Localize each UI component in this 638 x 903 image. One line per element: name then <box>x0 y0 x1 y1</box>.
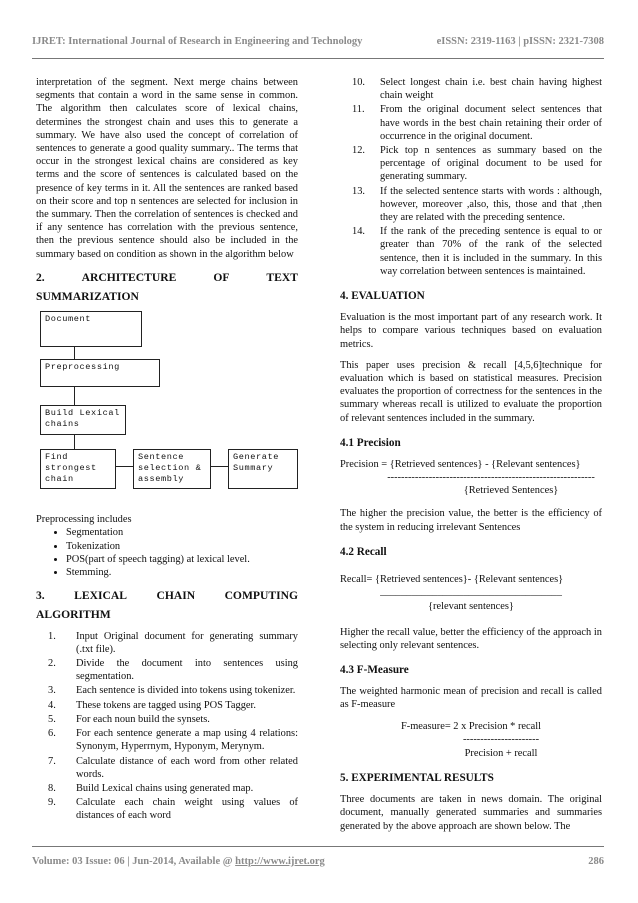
right-column <box>340 76 602 841</box>
section-4-heading: 4. EVALUATION <box>340 290 425 303</box>
section-2-line-2: SUMMARIZATION <box>36 290 139 304</box>
list-item: • POS(part of speech tagging) at lexical level. <box>66 553 298 566</box>
document-box <box>40 311 142 347</box>
sentence-label-2: selection & <box>138 463 202 474</box>
section-3-word-3: COMPUTING <box>224 589 298 603</box>
section-4-1-heading: 4.1 Precision <box>340 436 401 449</box>
connector-line <box>210 466 228 467</box>
preprocessing-list <box>36 526 298 579</box>
precision-paragraph: The higher the precision value, the better is the efficiency of the system in reducing irrelevant Sentences <box>340 508 602 533</box>
step-text: For each noun build the synsets. <box>76 713 210 725</box>
section-3-heading <box>36 589 298 621</box>
step-number: 5. <box>48 713 56 725</box>
list-item <box>352 76 602 102</box>
precision-numerator: Precision = {Retrieved sentences} - {Relevant sentences} <box>340 459 581 471</box>
list-item <box>352 185 602 225</box>
step-text: If the rank of the preceding sentence is equal to or greater than 70% of the rank of the selected sentence, then it is included in the summary. In this way correlation between sentences is maintained. <box>380 226 602 277</box>
find-label-2: strongest <box>45 463 97 474</box>
build-lexical-label-2: chains <box>45 419 80 430</box>
find-label-3: chain <box>45 474 74 485</box>
fmeasure-denominator: Precision + recall <box>464 747 538 759</box>
section-5-heading: 5. EXPERIMENTAL RESULTS <box>340 771 494 784</box>
intro-paragraph: interpretation of the segment. Next merge chains between segments that contain a word in the same sense in common. The algorithm then calculates score of lexical chains, determines the strongest chain and uses this to generate a summary. We have also used the concept of correlation of sentences to generate a good quality summary.. The terms that occur in the strongest lexical chains are considered as key terms and the score of sentences is calculated based on the presence of key terms in it. All the sentences are ranked based on their score and top n sentences are selected for inclusion in the summary. Then the correlation of sentences is checked and if any sentence has correlation with the previous sentence, then the previous sentence should also be included in the summary based on condition as shown in the algorithm below <box>36 77 298 260</box>
build-lexical-label-1: Build Lexical <box>45 408 120 419</box>
footer-rule <box>32 846 604 847</box>
step-number: 8. <box>48 782 56 794</box>
step-number: 4. <box>48 699 56 711</box>
step-text: Select longest chain i.e. best chain having highest chain weight <box>380 77 602 102</box>
fmeasure-paragraph: The weighted harmonic mean of precision and recall is called as F-measure <box>340 686 602 711</box>
preprocessing-intro: Preprocessing includes <box>36 514 132 526</box>
algorithm-steps-left <box>36 630 298 823</box>
list-item <box>352 103 602 143</box>
section-2-word-1: ARCHITECTURE <box>81 270 177 284</box>
architecture-diagram <box>36 311 298 507</box>
step-text: These tokens are tagged using POS Tagger. <box>76 699 257 711</box>
step-number: 11. <box>352 104 365 116</box>
section-2-word-2: OF <box>213 270 230 284</box>
list-item <box>48 782 298 795</box>
step-text: Divide the document into sentences using segmentation. <box>76 658 298 683</box>
list-item <box>48 713 298 726</box>
step-number: 13. <box>352 185 365 197</box>
section-2-number: 2. <box>36 270 45 284</box>
journal-url-link[interactable]: http://www.ijret.org <box>235 856 325 867</box>
generate-label-2: Summary <box>233 463 274 474</box>
step-number: 12. <box>352 145 365 157</box>
connector-line <box>74 346 75 359</box>
step-number: 6. <box>48 728 56 740</box>
connector-line <box>115 466 133 467</box>
sentence-label-1: Sentence <box>138 452 185 463</box>
list-item <box>352 144 602 184</box>
section-3-word-2: CHAIN <box>156 589 196 603</box>
step-text: Calculate distance of each word from other related words. <box>76 755 298 780</box>
list-item <box>48 727 298 753</box>
list-item: • Segmentation <box>66 526 298 539</box>
build-lexical-chains-box <box>40 405 126 435</box>
recall-fraction-rule: ___________________________________ <box>380 586 562 598</box>
step-number: 14. <box>352 226 365 238</box>
evaluation-paragraph-1: Evaluation is the most important part of any research work. It helps to compare various techniques based on evaluation metrics. <box>340 312 602 350</box>
step-number: 2. <box>48 658 56 670</box>
volume-text: Volume: 03 Issue: 06 | Jun-2014, Available @ <box>32 856 236 867</box>
connector-line <box>74 386 75 405</box>
precision-denominator: {Retrieved Sentences} <box>463 485 559 497</box>
sentence-label-3: assembly <box>138 474 185 485</box>
footer-volume <box>32 856 325 867</box>
step-number: 1. <box>48 630 56 642</box>
issn-label: eISSN: 2319-1163 | pISSN: 2321-7308 <box>436 36 604 47</box>
generate-label-1: Generate <box>233 452 280 463</box>
step-number: 3. <box>48 685 56 697</box>
recall-paragraph: Higher the recall value, better the efficiency of the approach in selecting only relevant sentences. <box>340 626 602 651</box>
algorithm-steps-right <box>340 76 602 278</box>
recall-numerator: Recall= {Retrieved sentences}- {Relevant sentences} <box>340 574 564 586</box>
fmeasure-fraction-rule: ---------------------- <box>462 733 540 745</box>
journal-title: IJRET: International Journal of Research in Engineering and Technology <box>32 36 363 47</box>
list-item <box>48 630 298 656</box>
step-number: 10. <box>352 77 365 88</box>
section-4-3-heading: 4.3 F-Measure <box>340 663 409 676</box>
step-number: 7. <box>48 755 56 767</box>
step-number: 9. <box>48 797 56 809</box>
experimental-results-paragraph: Three documents are taken in news domain. The original document, manually generated summaries and summaries generated by the above approach are shown below. The <box>340 794 602 832</box>
list-item <box>352 225 602 278</box>
section-4-2-heading: 4.2 Recall <box>340 545 387 558</box>
list-item: • Tokenization <box>66 540 298 553</box>
step-text: Input Original document for generating summary (.txt file). <box>76 630 298 655</box>
fmeasure-numerator: F-measure= 2 x Precision * recall <box>400 720 542 732</box>
list-item <box>48 755 298 781</box>
list-item <box>48 699 298 712</box>
preprocessing-box <box>40 359 160 387</box>
sentence-selection-box <box>133 449 211 489</box>
evaluation-paragraph-2: This paper uses precision & recall [4,5,6]technique for evaluation which is based on statistical measures. Precision evaluates the proportion of correctness for the sentences in the summary whereas recall is utilized to evaluate the proportion of relevant sentences included in the summary. <box>340 359 602 424</box>
list-item <box>48 796 298 822</box>
section-3-line-2: ALGORITHM <box>36 608 111 622</box>
step-text: From the original document select sentences that have words in the best chain retaining their order of occurrence in the original document. <box>380 104 602 142</box>
generate-summary-box <box>228 449 298 489</box>
section-3-word-1: LEXICAL <box>74 589 127 603</box>
step-text: Pick top n sentences as summary based on the percentage of original document to be used for generating summary. <box>380 145 602 183</box>
document-label: Document <box>45 314 92 325</box>
preprocessing-label: Preprocessing <box>45 362 120 373</box>
step-text: Build Lexical chains using generated map. <box>76 782 254 794</box>
left-column <box>36 76 298 824</box>
step-text: Calculate each chain weight using values of distances of each word <box>76 797 298 822</box>
list-item <box>48 657 298 683</box>
precision-fraction-rule: ------------------------------------------------------------ <box>387 473 595 483</box>
connector-line <box>74 434 75 449</box>
section-2-word-3: TEXT <box>266 270 298 284</box>
section-2-heading <box>36 271 298 303</box>
find-label-1: Find <box>45 452 69 463</box>
list-item <box>48 684 298 697</box>
step-text: For each sentence generate a map using 4 relations: Synonym, Hyperrnym, Hyponym, Merynym. <box>76 728 298 753</box>
step-text: Each sentence is divided into tokens using tokenizer. <box>76 685 296 697</box>
step-text: If the selected sentence starts with words : although, however, moreover ,also, this, those and that ,then they are related with the preceding sentence. <box>380 185 602 224</box>
list-item: • Stemming. <box>66 566 298 579</box>
find-strongest-chain-box <box>40 449 116 489</box>
page-number: 286 <box>588 856 604 867</box>
header-rule <box>32 58 604 59</box>
section-3-number: 3. <box>36 589 45 603</box>
recall-denominator: {relevant sentences} <box>428 601 514 613</box>
